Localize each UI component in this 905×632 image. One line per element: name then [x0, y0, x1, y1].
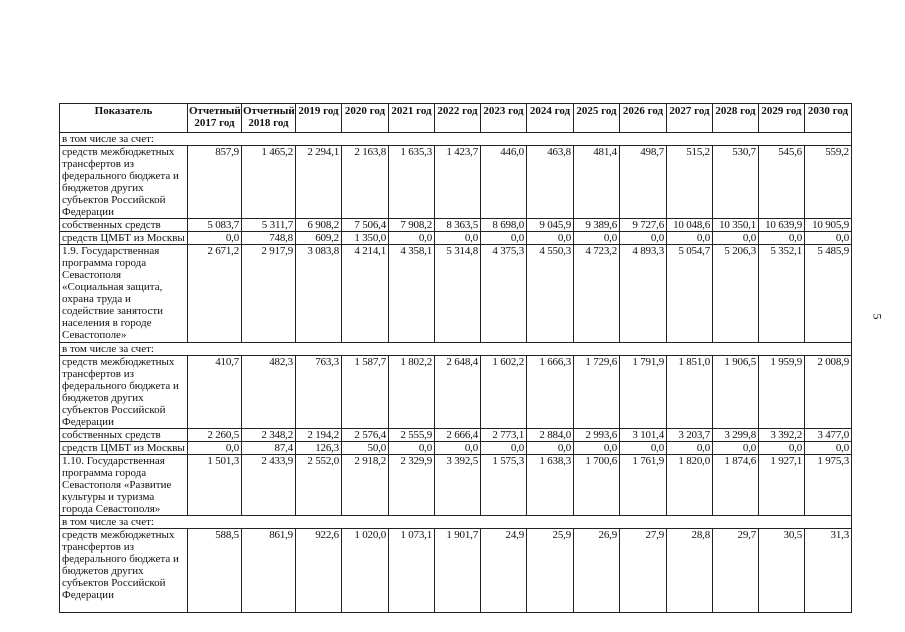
value-cell: 50,0 [342, 442, 389, 455]
value-cell: 5 485,9 [805, 245, 852, 343]
subheading-row [60, 133, 852, 146]
value-cell: 482,3 [242, 356, 296, 429]
value-cell: 3 392,2 [759, 429, 805, 442]
value-cell: 2 433,9 [242, 455, 296, 516]
value-cell: 1 802,2 [389, 356, 435, 429]
value-cell: 0,0 [713, 232, 759, 245]
value-cell: 0,0 [667, 442, 713, 455]
value-cell: 1 906,5 [713, 356, 759, 429]
value-cell: 1 874,6 [713, 455, 759, 516]
value-cell: 2 163,8 [342, 146, 389, 219]
value-cell: 0,0 [481, 232, 527, 245]
table-row [60, 529, 852, 613]
value-cell: 5 206,3 [713, 245, 759, 343]
column-header: 2023 год [481, 104, 527, 133]
value-cell: 0,0 [713, 442, 759, 455]
value-cell: 0,0 [481, 442, 527, 455]
column-header: 2029 год [759, 104, 805, 133]
value-cell: 4 358,1 [389, 245, 435, 343]
column-header: 2022 год [435, 104, 481, 133]
indicator-name-cell: 1.9. Государственная программа города Севастополя «Социальная защита, охрана труда и содействие занятости населения в городе Севастополе» [60, 245, 188, 343]
value-cell: 857,9 [188, 146, 242, 219]
value-cell: 1 851,0 [667, 356, 713, 429]
column-header: 2021 год [389, 104, 435, 133]
table-row [60, 146, 852, 219]
value-cell: 9 045,9 [527, 219, 574, 232]
value-cell: 1 602,2 [481, 356, 527, 429]
subheading-row [60, 516, 852, 529]
value-cell: 0,0 [188, 442, 242, 455]
indicator-name-cell: 1.10. Государственная программа города Севастополя «Развитие культуры и туризма города Севастополя» [60, 455, 188, 516]
value-cell: 31,3 [805, 529, 852, 613]
table-row [60, 429, 852, 442]
column-header: Отчетный 2018 год [242, 104, 296, 133]
indicator-name-cell: средств ЦМБТ из Москвы [60, 232, 188, 245]
value-cell: 1 901,7 [435, 529, 481, 613]
column-header: 2025 год [574, 104, 620, 133]
value-cell: 2 294,1 [296, 146, 342, 219]
value-cell: 2 648,4 [435, 356, 481, 429]
value-cell: 748,8 [242, 232, 296, 245]
value-cell: 5 311,7 [242, 219, 296, 232]
value-cell: 2 666,4 [435, 429, 481, 442]
value-cell: 1 700,6 [574, 455, 620, 516]
value-cell: 4 893,3 [620, 245, 667, 343]
value-cell: 2 993,6 [574, 429, 620, 442]
value-cell: 2 194,2 [296, 429, 342, 442]
value-cell: 7 908,2 [389, 219, 435, 232]
indicator-name-cell: средств межбюджетных трансфертов из федерального бюджета и бюджетов других субъектов Российской Федерации [60, 529, 188, 613]
value-cell: 4 214,1 [342, 245, 389, 343]
value-cell: 498,7 [620, 146, 667, 219]
value-cell: 1 729,6 [574, 356, 620, 429]
value-cell: 4 723,2 [574, 245, 620, 343]
value-cell: 24,9 [481, 529, 527, 613]
value-cell: 2 555,9 [389, 429, 435, 442]
value-cell: 0,0 [435, 232, 481, 245]
value-cell: 559,2 [805, 146, 852, 219]
value-cell: 609,2 [296, 232, 342, 245]
value-cell: 922,6 [296, 529, 342, 613]
value-cell: 8 698,0 [481, 219, 527, 232]
value-cell: 5 083,7 [188, 219, 242, 232]
value-cell: 515,2 [667, 146, 713, 219]
value-cell: 530,7 [713, 146, 759, 219]
value-cell: 0,0 [435, 442, 481, 455]
value-cell: 0,0 [620, 232, 667, 245]
table-row [60, 232, 852, 245]
value-cell: 4 550,3 [527, 245, 574, 343]
value-cell: 1 959,9 [759, 356, 805, 429]
column-header: Отчетный 2017 год [188, 104, 242, 133]
value-cell: 1 020,0 [342, 529, 389, 613]
indicator-name-cell: средств межбюджетных трансфертов из федерального бюджета и бюджетов других субъектов Российской Федерации [60, 356, 188, 429]
indicator-name-cell: собственных средств [60, 429, 188, 442]
subheading-cell: в том числе за счет: [60, 516, 852, 529]
value-cell: 1 666,3 [527, 356, 574, 429]
value-cell: 0,0 [389, 442, 435, 455]
column-header: Показатель [60, 104, 188, 133]
value-cell: 2 260,5 [188, 429, 242, 442]
indicator-name-cell: средств ЦМБТ из Москвы [60, 442, 188, 455]
value-cell: 1 350,0 [342, 232, 389, 245]
value-cell: 26,9 [574, 529, 620, 613]
value-cell: 2 917,9 [242, 245, 296, 343]
table-row [60, 219, 852, 232]
value-cell: 10 639,9 [759, 219, 805, 232]
value-cell: 27,9 [620, 529, 667, 613]
value-cell: 446,0 [481, 146, 527, 219]
value-cell: 0,0 [188, 232, 242, 245]
value-cell: 1 638,3 [527, 455, 574, 516]
column-header: 2026 год [620, 104, 667, 133]
value-cell: 1 761,9 [620, 455, 667, 516]
table-header-row [60, 104, 852, 133]
table-row [60, 455, 852, 516]
value-cell: 1 587,7 [342, 356, 389, 429]
table-body [60, 133, 852, 613]
column-header: 2028 год [713, 104, 759, 133]
value-cell: 30,5 [759, 529, 805, 613]
value-cell: 126,3 [296, 442, 342, 455]
value-cell: 10 905,9 [805, 219, 852, 232]
value-cell: 463,8 [527, 146, 574, 219]
budget-table [59, 103, 852, 613]
value-cell: 0,0 [527, 442, 574, 455]
value-cell: 4 375,3 [481, 245, 527, 343]
value-cell: 25,9 [527, 529, 574, 613]
value-cell: 3 392,5 [435, 455, 481, 516]
value-cell: 6 908,2 [296, 219, 342, 232]
value-cell: 1 975,3 [805, 455, 852, 516]
value-cell: 861,9 [242, 529, 296, 613]
value-cell: 0,0 [759, 442, 805, 455]
value-cell: 10 048,6 [667, 219, 713, 232]
value-cell: 1 575,3 [481, 455, 527, 516]
value-cell: 10 350,1 [713, 219, 759, 232]
value-cell: 0,0 [759, 232, 805, 245]
value-cell: 1 465,2 [242, 146, 296, 219]
value-cell: 1 501,3 [188, 455, 242, 516]
value-cell: 8 363,5 [435, 219, 481, 232]
value-cell: 0,0 [805, 232, 852, 245]
value-cell: 2 576,4 [342, 429, 389, 442]
column-header: 2019 год [296, 104, 342, 133]
table-row [60, 356, 852, 429]
value-cell: 0,0 [805, 442, 852, 455]
value-cell: 29,7 [713, 529, 759, 613]
column-header: 2030 год [805, 104, 852, 133]
value-cell: 2 918,2 [342, 455, 389, 516]
value-cell: 0,0 [527, 232, 574, 245]
column-header: 2020 год [342, 104, 389, 133]
value-cell: 1 073,1 [389, 529, 435, 613]
value-cell: 2 348,2 [242, 429, 296, 442]
value-cell: 2 671,2 [188, 245, 242, 343]
value-cell: 2 552,0 [296, 455, 342, 516]
value-cell: 481,4 [574, 146, 620, 219]
value-cell: 2 773,1 [481, 429, 527, 442]
value-cell: 3 299,8 [713, 429, 759, 442]
value-cell: 87,4 [242, 442, 296, 455]
value-cell: 1 635,3 [389, 146, 435, 219]
value-cell: 2 329,9 [389, 455, 435, 516]
indicator-name-cell: собственных средств [60, 219, 188, 232]
value-cell: 7 506,4 [342, 219, 389, 232]
value-cell: 2 884,0 [527, 429, 574, 442]
value-cell: 3 203,7 [667, 429, 713, 442]
subheading-cell: в том числе за счет: [60, 343, 852, 356]
subheading-cell: в том числе за счет: [60, 133, 852, 146]
value-cell: 9 389,6 [574, 219, 620, 232]
value-cell: 1 423,7 [435, 146, 481, 219]
value-cell: 410,7 [188, 356, 242, 429]
value-cell: 5 352,1 [759, 245, 805, 343]
value-cell: 3 101,4 [620, 429, 667, 442]
value-cell: 0,0 [574, 232, 620, 245]
value-cell: 0,0 [620, 442, 667, 455]
page-number: 5 [870, 313, 885, 320]
value-cell: 588,5 [188, 529, 242, 613]
column-header: 2024 год [527, 104, 574, 133]
value-cell: 1 820,0 [667, 455, 713, 516]
value-cell: 0,0 [574, 442, 620, 455]
value-cell: 3 477,0 [805, 429, 852, 442]
value-cell: 5 314,8 [435, 245, 481, 343]
value-cell: 1 927,1 [759, 455, 805, 516]
value-cell: 28,8 [667, 529, 713, 613]
value-cell: 0,0 [667, 232, 713, 245]
indicator-name-cell: средств межбюджетных трансфертов из федерального бюджета и бюджетов других субъектов Российской Федерации [60, 146, 188, 219]
table-row [60, 245, 852, 343]
value-cell: 3 083,8 [296, 245, 342, 343]
value-cell: 763,3 [296, 356, 342, 429]
column-header: 2027 год [667, 104, 713, 133]
value-cell: 2 008,9 [805, 356, 852, 429]
subheading-row [60, 343, 852, 356]
value-cell: 0,0 [389, 232, 435, 245]
value-cell: 5 054,7 [667, 245, 713, 343]
value-cell: 1 791,9 [620, 356, 667, 429]
table-row [60, 442, 852, 455]
value-cell: 9 727,6 [620, 219, 667, 232]
value-cell: 545,6 [759, 146, 805, 219]
